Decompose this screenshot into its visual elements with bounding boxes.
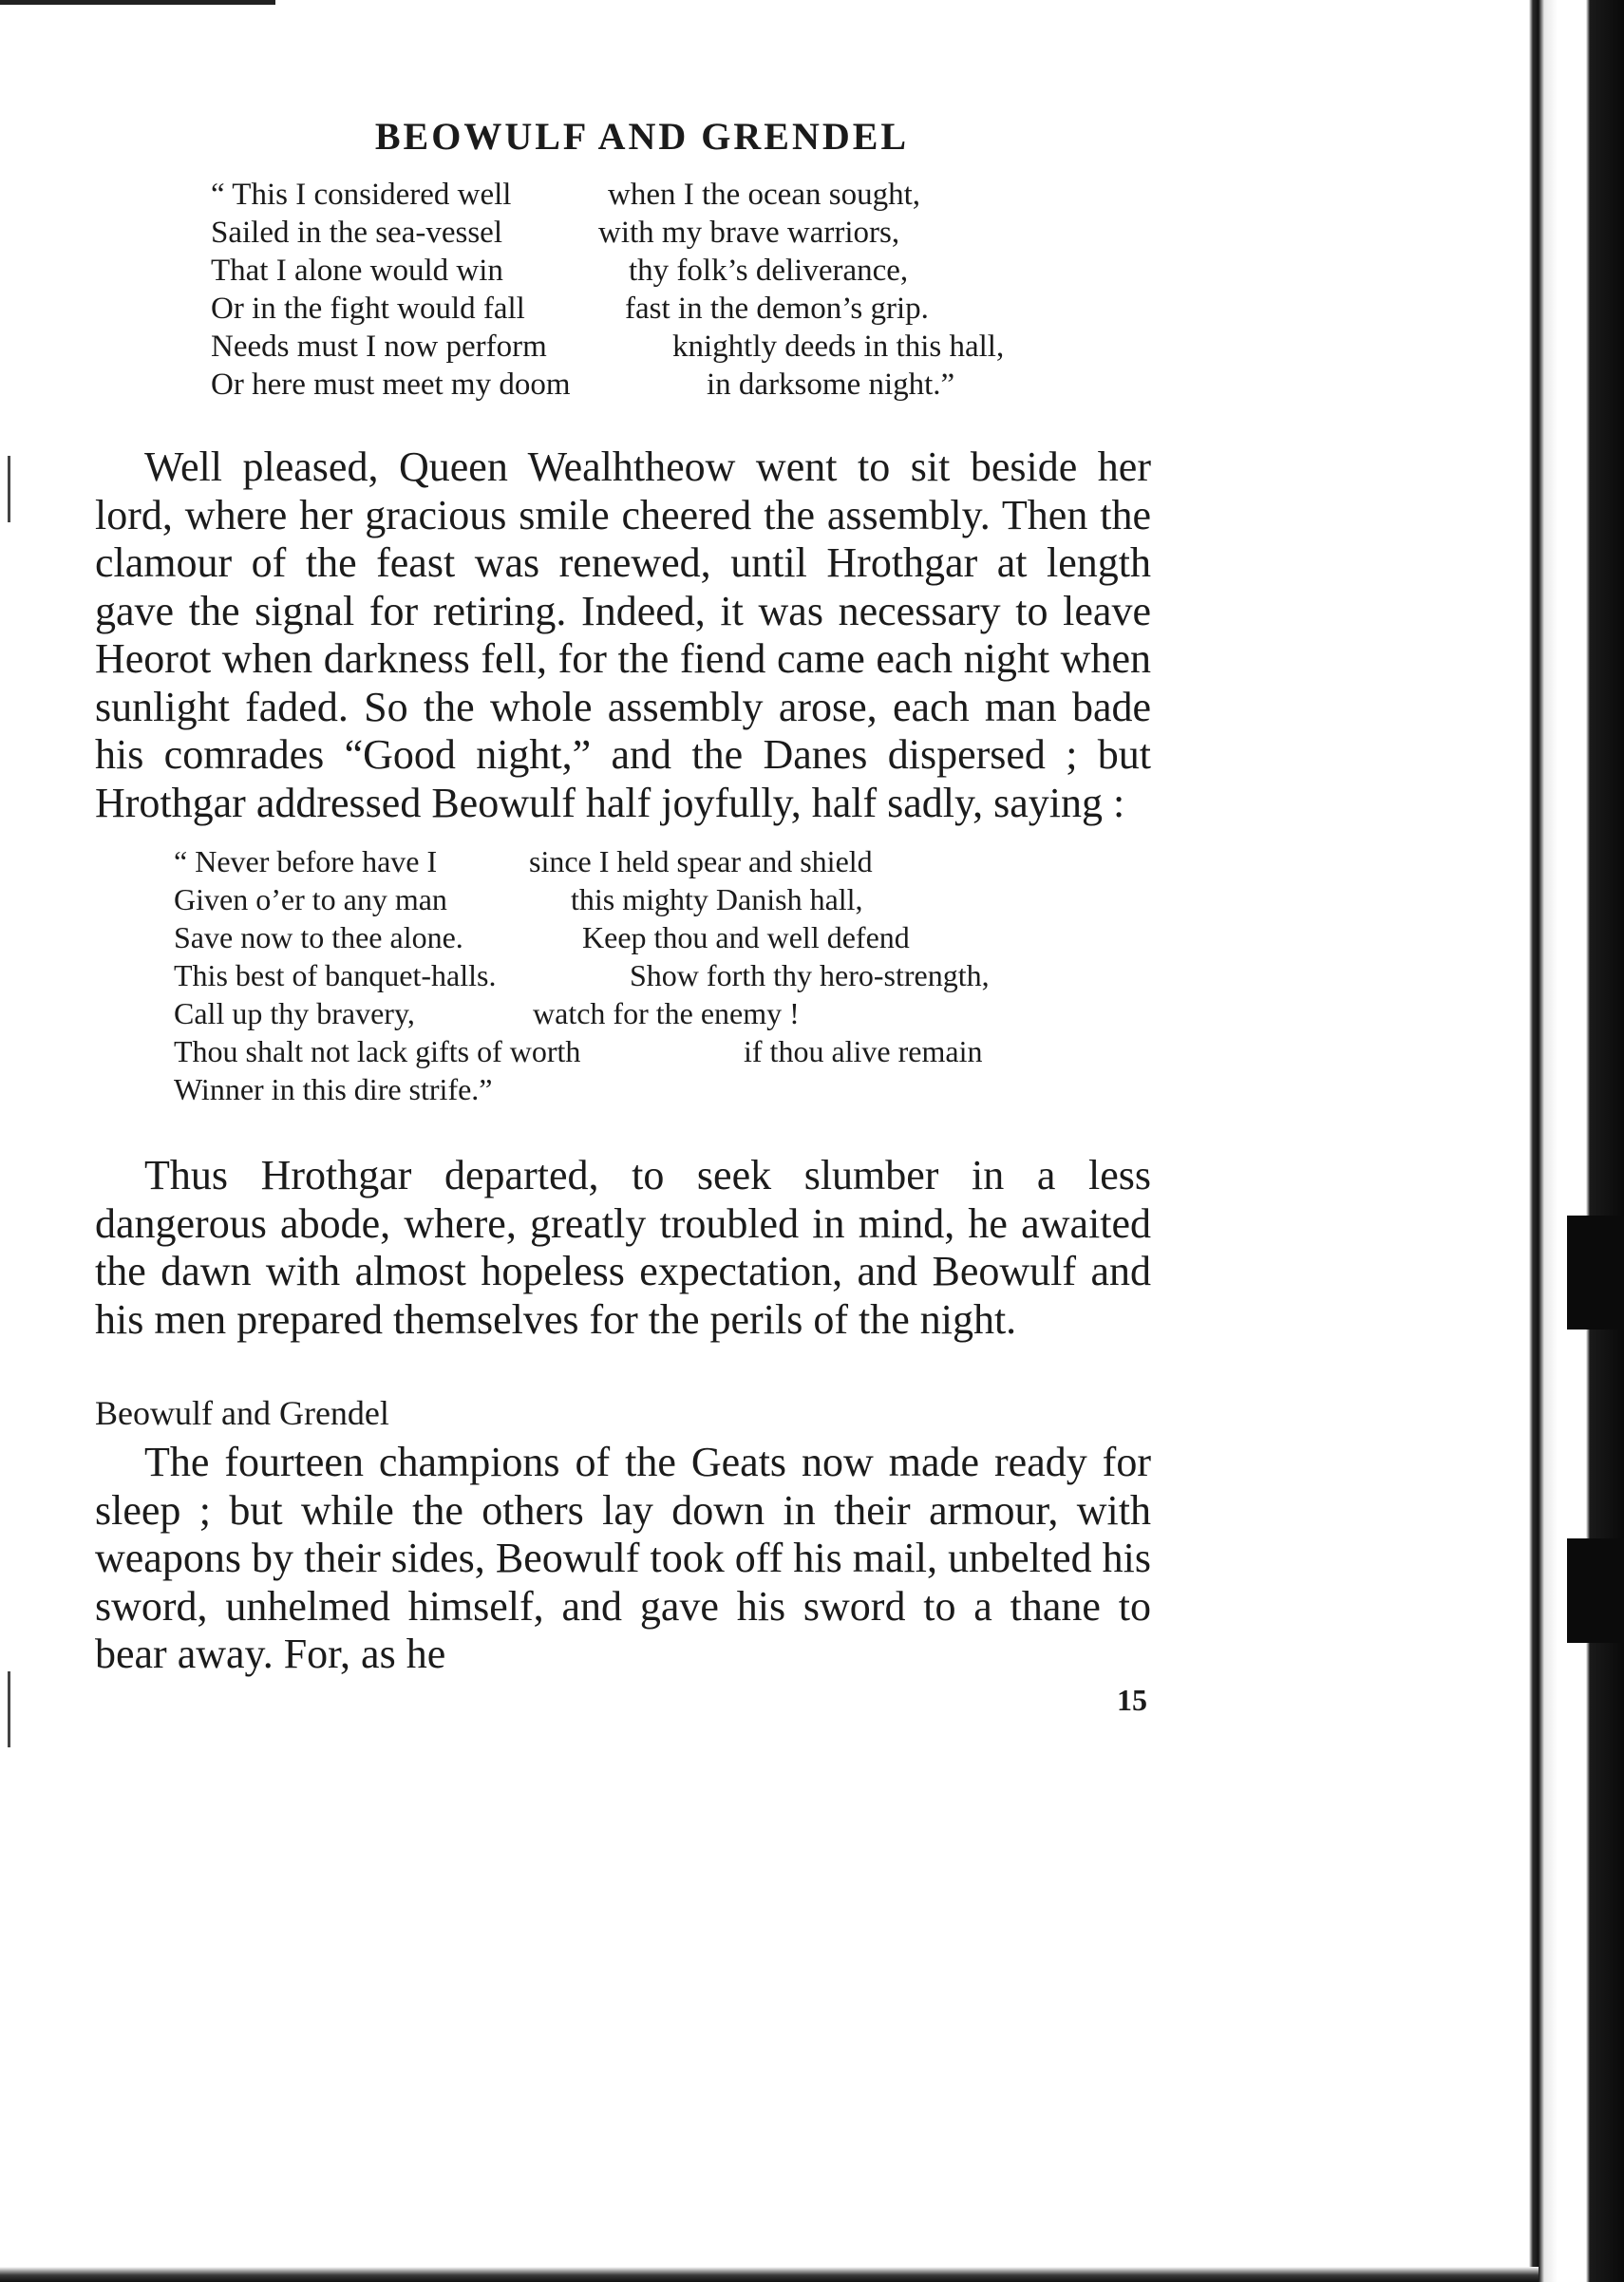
verse-half-line: since I held spear and shield bbox=[529, 844, 873, 878]
verse-half-line: watch for the enemy ! bbox=[533, 996, 800, 1030]
verse-line bbox=[174, 918, 1151, 956]
verse-half-line: Or here must meet my doom bbox=[211, 368, 571, 402]
verse-half-line: when I the ocean sought, bbox=[608, 178, 920, 212]
scan-streak bbox=[1567, 1538, 1624, 1643]
verse-half-line: thy folk’s deliverance, bbox=[629, 254, 909, 288]
verse-half-line: Winner in this dire strife.” bbox=[174, 1072, 493, 1106]
verse-half-line: Given o’er to any man bbox=[174, 882, 447, 916]
verse-half-line: Show forth thy hero-strength, bbox=[630, 958, 990, 992]
book-page bbox=[95, 114, 1151, 1718]
verse-half-line: Keep thou and well defend bbox=[582, 920, 910, 954]
verse-half-line: fast in the demon’s grip. bbox=[625, 292, 929, 326]
verse-line bbox=[174, 994, 1151, 1032]
verse-line bbox=[174, 880, 1151, 918]
verse-line bbox=[174, 956, 1151, 994]
scan-edge-right bbox=[1520, 0, 1624, 2282]
verse-half-line: That I alone would win bbox=[211, 254, 503, 288]
paragraph-1: Well pleased, Queen Wealhtheow went to sit beside her lord, where her gracious smile cheered the assembly. Then the clamour of the feast was renewed, until Hrothgar at length gave the signal for retiring. Indeed, it was necessary to leave Heorot when darkness fell, for the fiend came each night when sunlight faded. So the whole assembly arose, each man bade his comrades “Good night,” and the Danes dispersed ; but Hrothgar addressed Beowulf half joyfully, half sadly, saying : bbox=[95, 443, 1151, 826]
scan-edge-left-mark bbox=[8, 1671, 10, 1747]
paragraph-3: The fourteen champions of the Geats now made ready for sleep ; but while the others lay down in their armour, with weapons by their sides, Beowulf took off his mail, unbelted his sword, unhelmed himself, and gave his sword to a thane to bear away. For, as he bbox=[95, 1439, 1151, 1677]
verse-half-line: this mighty Danish hall, bbox=[571, 882, 863, 916]
verse-half-line: if thou alive remain bbox=[744, 1034, 983, 1068]
running-head: BEOWULF AND GRENDEL bbox=[374, 115, 910, 158]
verse-line bbox=[174, 842, 1151, 880]
verse-half-line: with my brave warriors, bbox=[598, 216, 900, 250]
verse-half-line: Thou shalt not lack gifts of worth bbox=[174, 1034, 581, 1068]
paragraph-2: Thus Hrothgar departed, to seek slumber in a less dangerous abode, where, greatly troubled in mind, he awaited the dawn with almost hopeless expectation, and Beowulf and his men prepared themselves for the perils of the night. bbox=[95, 1152, 1151, 1343]
verse-line bbox=[211, 176, 1151, 214]
section-subheading: Beowulf and Grendel bbox=[95, 1394, 389, 1432]
verse-half-line: Or in the fight would fall bbox=[211, 292, 525, 326]
verse-line bbox=[211, 328, 1151, 366]
verse-half-line: Call up thy bravery, bbox=[174, 996, 415, 1030]
verse-half-line: “ This I considered well bbox=[211, 178, 512, 212]
verse-line bbox=[211, 290, 1151, 328]
verse-line bbox=[211, 214, 1151, 252]
verse-half-line: Needs must I now perform bbox=[211, 330, 547, 364]
scan-streak bbox=[1567, 1216, 1624, 1330]
verse-line bbox=[174, 1032, 1151, 1070]
scan-edge-left-mark bbox=[8, 456, 10, 522]
verse-line bbox=[211, 366, 1151, 404]
verse-block-1 bbox=[95, 176, 1151, 404]
scan-edge-bottom bbox=[0, 2267, 1539, 2282]
scan-edge-top bbox=[0, 0, 275, 5]
verse-block-2 bbox=[95, 842, 1151, 1108]
verse-half-line: Sailed in the sea-vessel bbox=[211, 216, 502, 250]
page-number: 15 bbox=[1117, 1682, 1147, 1717]
verse-line bbox=[211, 252, 1151, 290]
verse-half-line: “ Never before have I bbox=[174, 844, 438, 878]
verse-line bbox=[174, 1070, 1151, 1108]
verse-half-line: in darksome night.” bbox=[707, 368, 955, 402]
verse-half-line: knightly deeds in this hall, bbox=[672, 330, 1005, 364]
verse-half-line: This best of banquet-halls. bbox=[174, 958, 497, 992]
verse-half-line: Save now to thee alone. bbox=[174, 920, 463, 954]
